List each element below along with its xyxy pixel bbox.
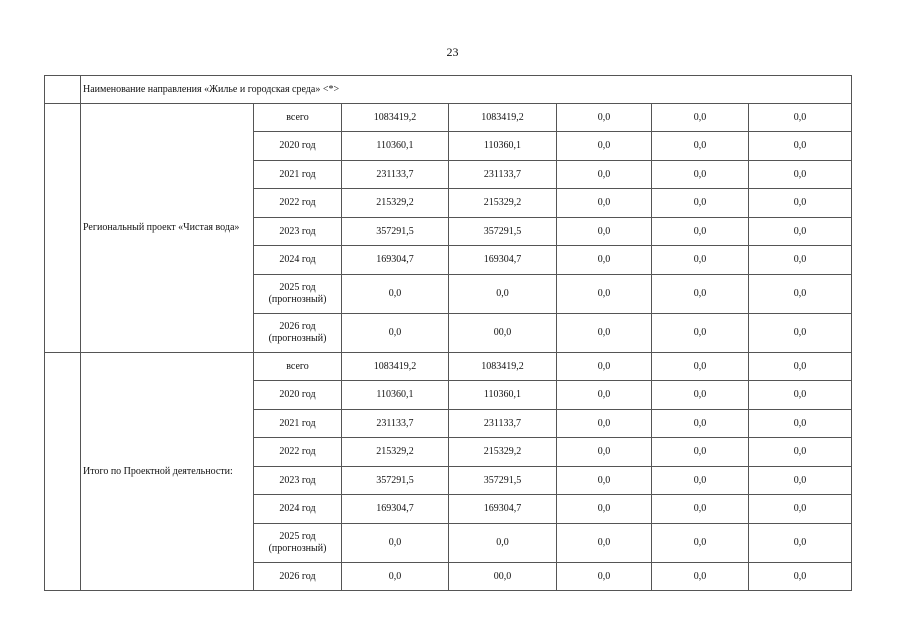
index-cell [45, 353, 81, 591]
direction-heading: Наименование направления «Жилье и городская среда» <*> [81, 76, 852, 104]
amount-cell-col2: 169304,7 [449, 246, 557, 275]
amount-cell-col3: 0,0 [557, 410, 652, 438]
period-cell: всего [254, 353, 342, 381]
amount-cell-col3: 0,0 [557, 438, 652, 467]
section-name: Региональный проект «Чистая вода» [81, 104, 254, 353]
amount-cell-col4: 0,0 [652, 132, 749, 161]
amount-cell-col2: 231133,7 [449, 410, 557, 438]
amount-cell-col2: 00,0 [449, 314, 557, 353]
amount-cell-col5: 0,0 [749, 189, 852, 218]
amount-cell-col5: 0,0 [749, 524, 852, 563]
amount-cell-col1: 169304,7 [342, 246, 449, 275]
period-cell: 2022 год [254, 438, 342, 467]
amount-cell-col5: 0,0 [749, 132, 852, 161]
amount-cell-col4: 0,0 [652, 467, 749, 495]
amount-cell-col1: 231133,7 [342, 161, 449, 189]
amount-cell-col5: 0,0 [749, 467, 852, 495]
amount-cell-col4: 0,0 [652, 410, 749, 438]
amount-cell-col5: 0,0 [749, 314, 852, 353]
amount-cell-col3: 0,0 [557, 161, 652, 189]
amount-cell-col2: 110360,1 [449, 132, 557, 161]
amount-cell-col1: 110360,1 [342, 132, 449, 161]
amount-cell-col3: 0,0 [557, 132, 652, 161]
period-cell: 2022 год [254, 189, 342, 218]
section-name: Итого по Проектной деятельности: [81, 353, 254, 591]
amount-cell-col3: 0,0 [557, 467, 652, 495]
amount-cell-col3: 0,0 [557, 246, 652, 275]
period-cell: 2025 год (прогнозный) [254, 524, 342, 563]
amount-cell-col4: 0,0 [652, 314, 749, 353]
amount-cell-col1: 110360,1 [342, 381, 449, 410]
table-body [45, 76, 852, 591]
amount-cell-col3: 0,0 [557, 104, 652, 132]
amount-cell-col1: 0,0 [342, 563, 449, 591]
amount-cell-col2: 169304,7 [449, 495, 557, 524]
page-number: 23 [446, 45, 459, 59]
amount-cell-col1: 357291,5 [342, 467, 449, 495]
amount-cell-col4: 0,0 [652, 275, 749, 314]
amount-cell-col2: 1083419,2 [449, 104, 557, 132]
amount-cell-col1: 215329,2 [342, 438, 449, 467]
amount-cell-col5: 0,0 [749, 495, 852, 524]
period-cell: 2025 год (прогнозный) [254, 275, 342, 314]
amount-cell-col3: 0,0 [557, 314, 652, 353]
period-cell: 2020 год [254, 132, 342, 161]
amount-cell-col1: 0,0 [342, 524, 449, 563]
amount-cell-col5: 0,0 [749, 275, 852, 314]
amount-cell-col5: 0,0 [749, 410, 852, 438]
amount-cell-col2: 215329,2 [449, 438, 557, 467]
heading-row [45, 76, 852, 104]
amount-cell-col2: 357291,5 [449, 218, 557, 246]
amount-cell-col3: 0,0 [557, 353, 652, 381]
amount-cell-col2: 0,0 [449, 524, 557, 563]
period-cell: всего [254, 104, 342, 132]
funding-table [44, 75, 852, 591]
amount-cell-col4: 0,0 [652, 495, 749, 524]
amount-cell-col2: 231133,7 [449, 161, 557, 189]
period-cell: 2023 год [254, 218, 342, 246]
amount-cell-col3: 0,0 [557, 381, 652, 410]
amount-cell-col2: 00,0 [449, 563, 557, 591]
amount-cell-col3: 0,0 [557, 524, 652, 563]
period-cell: 2024 год [254, 246, 342, 275]
amount-cell-col1: 215329,2 [342, 189, 449, 218]
amount-cell-col5: 0,0 [749, 438, 852, 467]
amount-cell-col1: 231133,7 [342, 410, 449, 438]
amount-cell-col4: 0,0 [652, 104, 749, 132]
amount-cell-col1: 1083419,2 [342, 104, 449, 132]
amount-cell-col2: 110360,1 [449, 381, 557, 410]
amount-cell-col4: 0,0 [652, 189, 749, 218]
amount-cell-col5: 0,0 [749, 218, 852, 246]
amount-cell-col4: 0,0 [652, 381, 749, 410]
amount-cell-col1: 169304,7 [342, 495, 449, 524]
amount-cell-col1: 357291,5 [342, 218, 449, 246]
amount-cell-col3: 0,0 [557, 563, 652, 591]
amount-cell-col3: 0,0 [557, 275, 652, 314]
period-cell: 2024 год [254, 495, 342, 524]
amount-cell-col3: 0,0 [557, 218, 652, 246]
amount-cell-col5: 0,0 [749, 246, 852, 275]
amount-cell-col3: 0,0 [557, 495, 652, 524]
amount-cell-col5: 0,0 [749, 563, 852, 591]
amount-cell-col4: 0,0 [652, 246, 749, 275]
amount-cell-col5: 0,0 [749, 381, 852, 410]
period-cell: 2023 год [254, 467, 342, 495]
amount-cell-col5: 0,0 [749, 104, 852, 132]
amount-cell-col4: 0,0 [652, 161, 749, 189]
table-row [45, 104, 852, 132]
amount-cell-col5: 0,0 [749, 353, 852, 381]
index-cell [45, 76, 81, 104]
table-row [45, 353, 852, 381]
period-cell: 2026 год [254, 563, 342, 591]
amount-cell-col4: 0,0 [652, 563, 749, 591]
period-cell: 2020 год [254, 381, 342, 410]
amount-cell-col1: 0,0 [342, 275, 449, 314]
period-cell: 2021 год [254, 161, 342, 189]
amount-cell-col4: 0,0 [652, 524, 749, 563]
period-cell: 2026 год (прогнозный) [254, 314, 342, 353]
amount-cell-col2: 357291,5 [449, 467, 557, 495]
index-cell [45, 104, 81, 353]
amount-cell-col2: 0,0 [449, 275, 557, 314]
amount-cell-col1: 1083419,2 [342, 353, 449, 381]
amount-cell-col4: 0,0 [652, 438, 749, 467]
amount-cell-col4: 0,0 [652, 353, 749, 381]
amount-cell-col1: 0,0 [342, 314, 449, 353]
period-cell: 2021 год [254, 410, 342, 438]
amount-cell-col2: 1083419,2 [449, 353, 557, 381]
amount-cell-col3: 0,0 [557, 189, 652, 218]
amount-cell-col4: 0,0 [652, 218, 749, 246]
amount-cell-col2: 215329,2 [449, 189, 557, 218]
amount-cell-col5: 0,0 [749, 161, 852, 189]
